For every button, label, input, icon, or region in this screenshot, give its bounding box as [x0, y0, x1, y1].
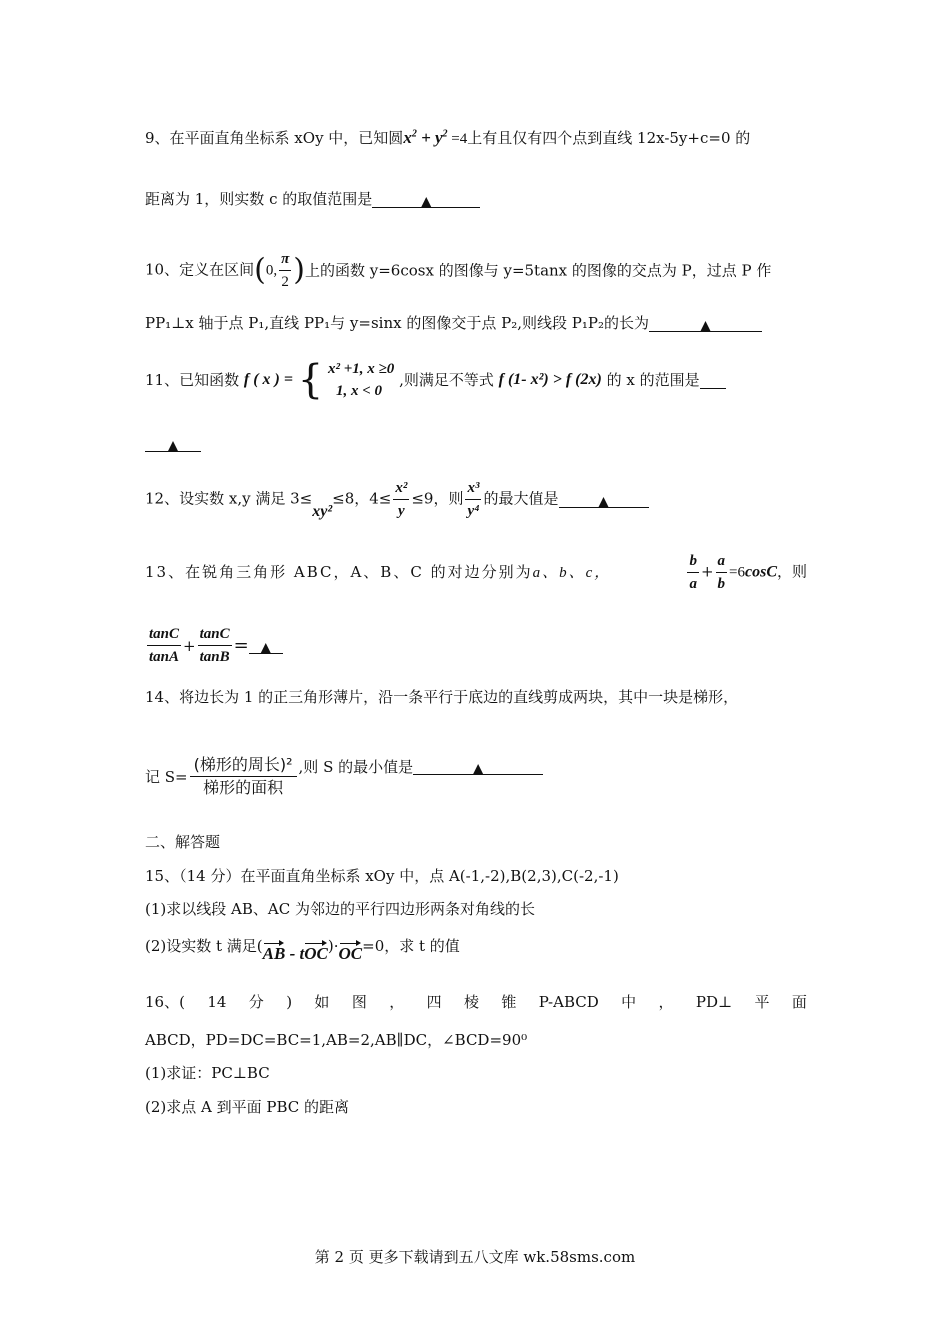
q16-line1-word: 面 [791, 993, 807, 1011]
q9-answer-blank: ▲ [372, 191, 480, 208]
q11-line2 [145, 433, 201, 453]
q9-line2: 距离为 1，则实数 c 的取值范围是 ▲ [145, 189, 480, 209]
q16-line1-word: 锥 [501, 993, 517, 1011]
q13-line2: $\frac{\tan C}{\tan A}$ + $\frac{\tan C}{\tan B}$ = ▲ [145, 623, 283, 668]
section-heading: 二、解答题 [145, 833, 221, 851]
q16-line1-word: 棱 [463, 993, 479, 1011]
q9-line1: 9、在平面直角坐标系 xOy 中，已知圆$x^2 + y^2 =4$上有且仅有四个点到直线 12x-5y+c=0 的 [145, 128, 751, 147]
q16-line1-word: 图 [351, 993, 367, 1011]
q16-part1: (1)求证：PC⊥BC [145, 1064, 270, 1082]
q16-line1-word: ， [389, 993, 405, 1011]
q16-line1-word: 14 [207, 993, 227, 1011]
q15-line1: 15、（14 分）在平面直角坐标系 xOy 中，点 A(-1,-2),B(2,3),C(-2,-1) [145, 867, 619, 885]
q16-line1-word: P-ABCD [538, 993, 599, 1011]
page-footer: 第 2 页 更多下载请到五八文库 wk.58sms.com [314, 1248, 636, 1266]
q12-line: 12、设实数 x,y 满足 3≤xy²≤8，4≤ $\frac{\text{x²}}{y}$ ≤9，则 $\frac{\text{x³}}{\text{y⁴}}$ 的最大值是 ▲ [145, 477, 649, 522]
q10-line2: PP₁⊥x 轴于点 P₁,直线 PP₁与 y=sinx 的图像交于点 P₂,则线段 P₁P₂的长为 ▲ [145, 313, 762, 333]
q16-line1-word: ) [286, 993, 293, 1011]
q13-answer-blank: ▲ [249, 637, 283, 654]
q14-answer-blank: ▲ [413, 758, 543, 775]
q16-line1-word: 如 [314, 993, 330, 1011]
q14-line1: 14、将边长为 1 的正三角形薄片，沿一条平行于底边的直线剪成两块，其中一块是梯形， [145, 688, 739, 706]
q14-line2: 记 S= $\frac{\text{(梯形的周长)²}}{\text{梯形的面积}}$ ,则 S 的最小值是 ▲ [145, 754, 543, 799]
q11-line1: 11、已知函数 f ( x ) = { x² +1, x ≥0 1, x < 0 ,则满足不等式 f (1- x²) > f (2x) 的 x 的范围是 [145, 358, 726, 402]
q16-part2: (2)求点 A 到平面 PBC 的距离 [145, 1098, 350, 1116]
q16-line1 [145, 992, 807, 1012]
q15-part2: (2)设实数 t 满足(AB - tOC)·OC=0，求 t 的值 [145, 937, 460, 963]
q16-line1-word: 四 [426, 993, 442, 1011]
q16-line1-word: 分 [248, 993, 264, 1011]
q16-line2: ABCD，PD=DC=BC=1,AB=2,AB∥DC，∠BCD=90⁰ [145, 1031, 528, 1049]
q13-line1: 13、在锐角三角形 ABC，A、B、C 的对边分别为a、b、c， $\frac{b}{a}$ + $\frac{a}{b}$ =6cosC，则 [145, 550, 807, 595]
q11-answer-blank: ▲ [145, 435, 201, 452]
q16-line1-word: 平 [754, 993, 770, 1011]
q16-line1-word: 16、( [145, 993, 185, 1011]
q10-line1: 10、定义在区间(0, $\frac{\pi}{2}$ )上的函数 y=6cosx 的图像与 y=5tanx 的图像的交点为 P，过点 P 作 [145, 248, 771, 293]
q12-answer-blank: ▲ [559, 491, 649, 508]
q16-line1-word: PD⊥ [695, 993, 733, 1011]
q16-line1-word: ， [658, 993, 674, 1011]
q15-part1: (1)求以线段 AB、AC 为邻边的平行四边形两条对角线的长 [145, 900, 535, 918]
q16-line1-word: 中 [621, 993, 637, 1011]
q10-answer-blank: ▲ [649, 315, 762, 332]
